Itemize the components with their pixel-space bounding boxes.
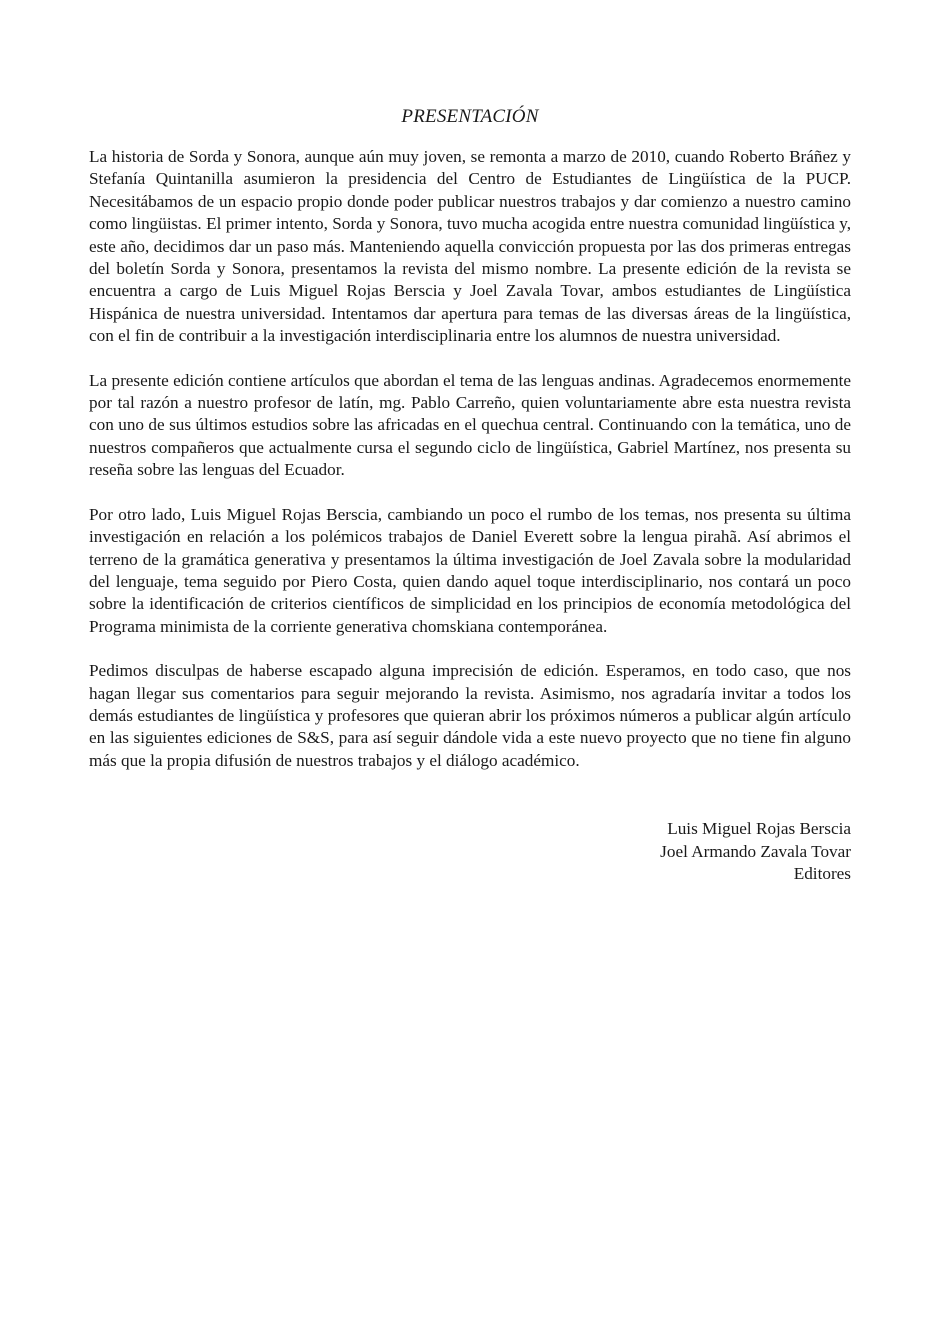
paragraph-apology-invitation: Pedimos disculpas de haberse escapado alguna imprecisión de edición. Esperamos, en todo caso, que nos hagan llegar sus comentarios para seguir mejorando la revista. Asimismo, nos agradaría invitar a todos los demás estudiantes de lingüística y profesores que quieran abrir los próximos números a publicar algún artículo en las siguientes ediciones de S&S, para así seguir dándole vida a este nuevo proyecto que no tiene fin alguno más que la propia difusión de nuestros trabajos y el diálogo académico.	[89, 661, 851, 770]
paragraph-edition-contents: La presente edición contiene artículos que abordan el tema de las lenguas andinas. Agradecemos enormemente por tal razón a nuestro profesor de latín, mg. Pablo Carreño, quien voluntariamente abre esta nuestra revista con uno de sus últimos estudios sobre las africadas en el quechua central. Continuando con la temática, uno de nuestros compañeros que actualmente cursa el segundo ciclo de lingüística, Gabriel Martínez, nos presenta su reseña sobre las lenguas del Ecuador.	[89, 370, 851, 480]
signature-editor-1: Luis Miguel Rojas Berscia	[667, 819, 851, 839]
signature-block	[89, 818, 851, 885]
paragraph-history: La historia de Sorda y Sonora, aunque aún muy joven, se remonta a marzo de 2010, cuando Roberto Bráñez y Stefanía Quintanilla asumieron la presidencia del Centro de Estudiantes de Lingüística de la PUCP. Necesitábamos de un espacio propio donde poder publicar nuestros trabajos y dar comienzo a nuestro camino como lingüistas. El primer intento, Sorda y Sonora, tuvo mucha acogida entre nuestra comunidad lingüística y, este año, decidimos dar un paso más. Manteniendo aquella convicción propuesta por las dos primeras entregas del boletín Sorda y Sonora, presentamos la revista del mismo nombre. La presente edición de la revista se encuentra a cargo de Luis Miguel Rojas Berscia y Joel Zavala Tovar, ambos estudiantes de Lingüística Hispánica de nuestra universidad. Intentamos dar apertura para temas de las diversas áreas de la lingüística, con el fin de contribuir a la investigación interdisciplinaria entre los alumnos de nuestra universidad.	[89, 147, 851, 346]
signature-editor-2: Joel Armando Zavala Tovar	[660, 841, 851, 861]
paragraph-generative-grammar: Por otro lado, Luis Miguel Rojas Berscia, cambiando un poco el rumbo de los temas, nos presenta su última investigación en relación a los polémicos trabajos de Daniel Everett sobre la lengua pirahã. Así abrimos el terreno de la gramática generativa y presentamos la última investigación de Joel Zavala sobre la modularidad del lenguaje, tema seguido por Piero Costa, quien dando aquel toque interdisciplinario, nos contará un poco sobre la identificación de criterios científicos de simplicidad en los principios de economía metodológica del Programa minimista de la corriente generativa chomskiana contemporánea.	[89, 504, 851, 636]
page-title: PRESENTACIÓN	[401, 106, 539, 127]
signature-role: Editores	[793, 863, 851, 883]
document-page	[89, 104, 851, 885]
